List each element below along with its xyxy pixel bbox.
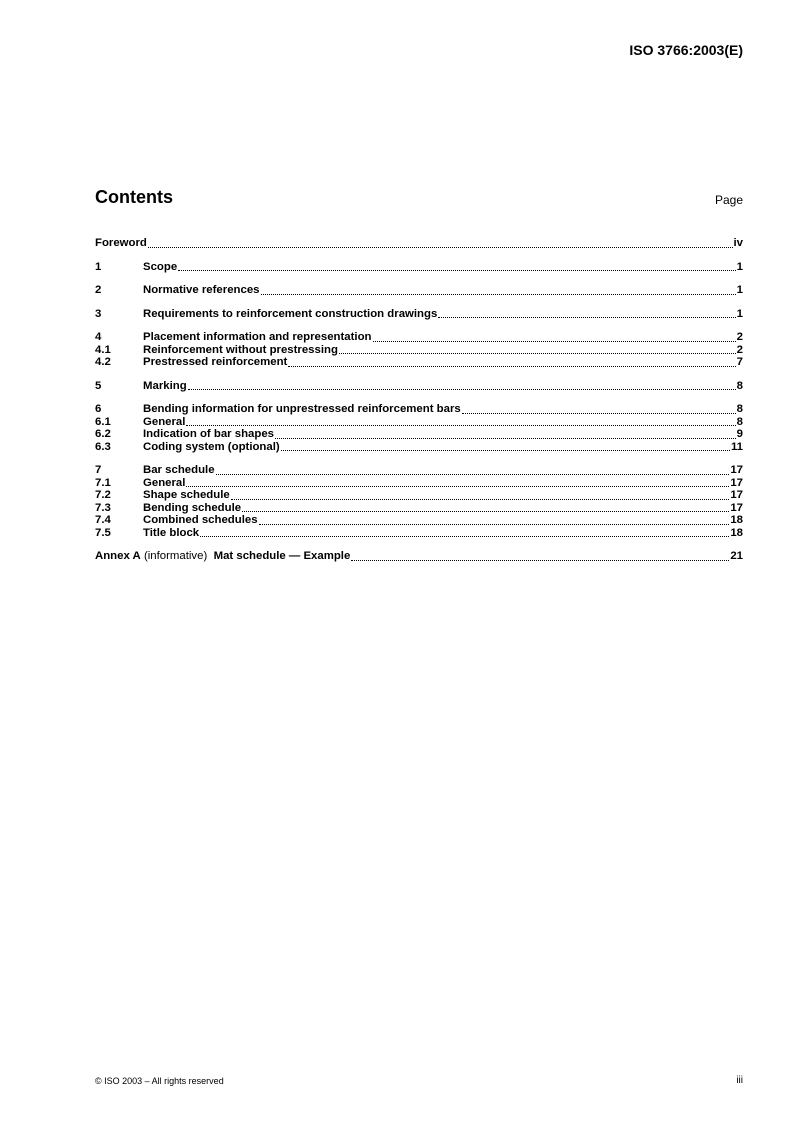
table-of-contents: [95, 237, 743, 563]
toc-entry-7-3[interactable]: [95, 502, 743, 515]
copyright-notice: © ISO 2003 – All rights reserved: [95, 1076, 224, 1086]
toc-entry-5[interactable]: [95, 380, 743, 393]
toc-number: 6.3: [95, 440, 111, 453]
toc-page: 1: [736, 307, 743, 320]
toc-page: 2: [736, 331, 743, 343]
leader-dots: [186, 416, 735, 426]
toc-title: Indication of bar shapes: [143, 428, 275, 440]
leader-dots: [186, 477, 729, 487]
toc-entry-6-2[interactable]: [95, 428, 743, 441]
toc-title: Scope: [143, 260, 178, 273]
toc-number: 7.4: [95, 514, 111, 526]
toc-annex-label: Annex A: [95, 550, 141, 562]
page-column-label: Page: [714, 193, 743, 207]
leader-dots: [351, 551, 729, 561]
toc-number: 4.2: [95, 356, 111, 368]
toc-page: 18: [730, 514, 743, 526]
toc-page: 18: [730, 526, 743, 539]
leader-dots: [275, 429, 736, 439]
leader-dots: [178, 261, 735, 271]
leader-dots: [200, 527, 729, 537]
toc-title: Reinforcement without prestressing: [143, 343, 338, 356]
toc-number: 6.1: [95, 415, 111, 428]
toc-page: iv: [733, 237, 743, 249]
toc-title: Mat schedule — Example: [213, 550, 351, 562]
toc-number: 7.1: [95, 476, 111, 489]
toc-title: Normative references: [143, 284, 260, 296]
leader-dots: [438, 308, 735, 318]
toc-entry-annex-a[interactable]: [95, 550, 743, 563]
toc-page: 21: [730, 550, 743, 562]
toc-entry-7-2[interactable]: [95, 489, 743, 502]
toc-title: Placement information and representation: [143, 331, 372, 343]
toc-page: 8: [736, 415, 743, 428]
toc-page: 8: [736, 403, 743, 415]
toc-entry-3[interactable]: [95, 308, 743, 321]
toc-number: 4.1: [95, 343, 111, 356]
toc-entry-6-3[interactable]: [95, 441, 743, 454]
leader-dots: [339, 344, 736, 354]
toc-entry-7[interactable]: [95, 464, 743, 477]
leader-dots: [242, 502, 729, 512]
toc-entry-foreword[interactable]: [95, 237, 743, 250]
leader-dots: [216, 465, 730, 475]
page-number: iii: [736, 1075, 743, 1086]
leader-dots: [148, 238, 733, 248]
toc-title: Bar schedule: [143, 464, 215, 476]
toc-annex-qualifier: (informative): [140, 550, 214, 562]
toc-page: 1: [736, 260, 743, 273]
leader-dots: [373, 332, 736, 342]
toc-number: 1: [95, 260, 102, 273]
leader-dots: [188, 380, 736, 390]
leader-dots: [281, 441, 730, 451]
toc-entry-7-5[interactable]: [95, 527, 743, 540]
document-reference: ISO 3766:2003(E): [629, 42, 743, 58]
toc-page: 17: [730, 489, 743, 501]
toc-title: General: [143, 476, 186, 489]
toc-number: 7.3: [95, 501, 111, 514]
toc-title: Marking: [143, 379, 187, 392]
leader-dots: [259, 515, 730, 525]
toc-title: Combined schedules: [143, 514, 258, 526]
toc-entry-6-1[interactable]: [95, 416, 743, 429]
toc-page: 17: [730, 476, 743, 489]
toc-page: 9: [736, 428, 743, 440]
toc-entry-1[interactable]: [95, 261, 743, 274]
toc-number: 4: [95, 331, 102, 343]
toc-entry-2[interactable]: [95, 284, 743, 297]
toc-page: 17: [730, 464, 743, 476]
toc-title: General: [143, 415, 186, 428]
toc-title: Requirements to reinforcement construction drawings: [143, 307, 438, 320]
toc-entry-4[interactable]: [95, 331, 743, 344]
toc-page: 7: [736, 356, 743, 368]
toc-page: 8: [736, 379, 743, 392]
leader-dots: [288, 357, 735, 367]
toc-number: 7.2: [95, 489, 111, 501]
contents-heading: Contents: [95, 187, 173, 207]
toc-title: Shape schedule: [143, 489, 230, 501]
toc-number: 3: [95, 307, 102, 320]
toc-page: 11: [730, 440, 743, 453]
toc-title: Foreword: [95, 237, 147, 249]
toc-number: 6: [95, 403, 102, 415]
toc-title: Bending schedule: [143, 501, 242, 514]
toc-number: 6.2: [95, 428, 111, 440]
leader-dots: [261, 285, 736, 295]
toc-number: 2: [95, 284, 102, 296]
leader-dots: [231, 490, 730, 500]
toc-title: Title block: [143, 526, 200, 539]
toc-entry-7-1[interactable]: [95, 477, 743, 490]
toc-page: 17: [730, 501, 743, 514]
toc-page: 2: [736, 343, 743, 356]
toc-entry-7-4[interactable]: [95, 514, 743, 527]
toc-entry-4-1[interactable]: [95, 344, 743, 357]
toc-entry-4-2[interactable]: [95, 356, 743, 369]
toc-title: Prestressed reinforcement: [143, 356, 288, 368]
leader-dots: [462, 404, 736, 414]
toc-page: 1: [736, 284, 743, 296]
toc-number: 7.5: [95, 526, 111, 539]
toc-title: Coding system (optional): [143, 440, 280, 453]
toc-entry-6[interactable]: [95, 403, 743, 416]
toc-number: 5: [95, 379, 102, 392]
toc-title: Bending information for unprestressed reinforcement bars: [143, 403, 461, 415]
toc-number: 7: [95, 464, 102, 476]
